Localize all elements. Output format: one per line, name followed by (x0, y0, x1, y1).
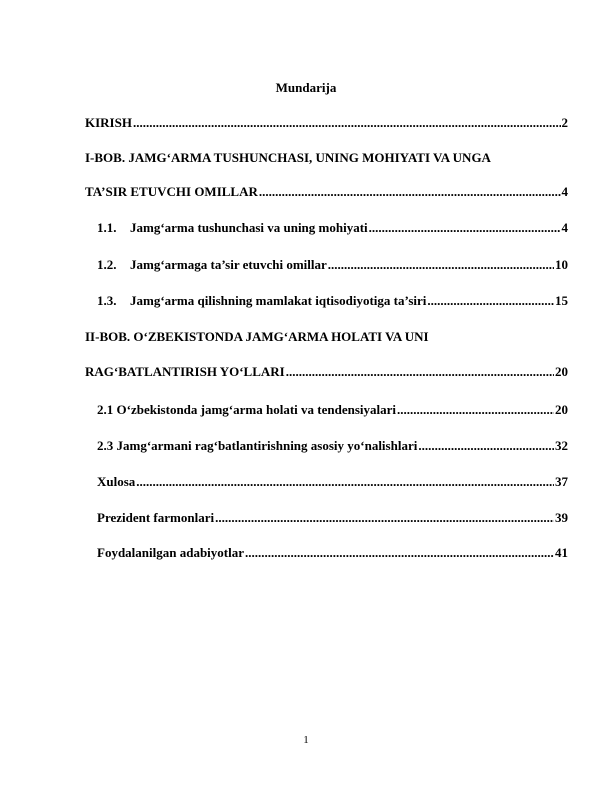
toc-section-number: 1.2. (97, 257, 117, 272)
toc-page-number: 20 (555, 402, 568, 417)
toc-entry-label: Jamg‘arma tushunchasi va uning mohiyati (130, 220, 368, 235)
toc-page-number: 41 (555, 545, 568, 560)
toc-entry-label: Jamg‘arma qilishning mamlakat iqtisodiyotiga ta’siri (130, 293, 427, 308)
toc-page-number: 39 (555, 510, 568, 525)
dot-leader (133, 115, 561, 131)
toc-page-number: 4 (561, 184, 568, 199)
toc-entry-label: 2.3 Jamg‘armani rag‘batlantirishning asosiy yo‘nalishlari (97, 438, 418, 453)
toc-title: Mundarija (275, 80, 337, 95)
toc-chapter2-heading-line1[interactable]: II-BOB. O‘ZBEKISTONDA JAMG‘ARMA HOLATI VA UNI (85, 329, 429, 344)
toc-entry-label: Prezident farmonlari (97, 510, 215, 525)
dot-leader (397, 402, 554, 418)
toc-page-number: 2 (561, 115, 568, 130)
toc-page-number: 32 (555, 438, 568, 453)
dot-leader (369, 220, 561, 236)
toc-page-number: 37 (555, 474, 568, 489)
dot-leader (427, 293, 554, 309)
toc-chapter1-heading-line1[interactable]: I-BOB. JAMG‘ARMA TUSHUNCHASI, UNING MOHIYATI VA UNGA (85, 150, 491, 165)
dot-leader (215, 510, 554, 526)
toc-entry-chapter2[interactable] (85, 364, 568, 380)
toc-entry-section-2-3[interactable] (97, 438, 568, 454)
toc-entry-label: TA’SIR ETUVCHI OMILLAR (85, 184, 258, 199)
toc-entry-prezident-farmonlari[interactable] (97, 510, 568, 526)
toc-entry-xulosa[interactable] (97, 474, 568, 490)
toc-entry-label: 2.1 O‘zbekistonda jamg‘arma holati va tendensiyalari (97, 402, 396, 417)
toc-entry-label: Jamg‘armaga ta’sir etuvchi omillar (130, 257, 327, 272)
dot-leader (328, 257, 554, 273)
toc-page-number: 10 (555, 257, 568, 272)
toc-entry-section-1-2[interactable] (97, 257, 568, 273)
toc-entry-section-1-3[interactable] (97, 293, 568, 309)
toc-section-number: 1.1. (97, 220, 117, 235)
toc-section-number: 1.3. (97, 293, 117, 308)
page-number-footer: 1 (303, 734, 309, 746)
toc-page-number: 4 (561, 220, 568, 235)
toc-entry-label: Xulosa (97, 474, 136, 489)
toc-entry-section-2-1[interactable] (97, 402, 568, 418)
toc-page-number: 15 (555, 293, 568, 308)
toc-entry-foydalanilgan-adabiyotlar[interactable] (97, 545, 568, 561)
toc-entry-label: KIRISH (85, 115, 132, 130)
dot-leader (286, 364, 554, 380)
dot-leader (245, 545, 554, 561)
toc-entry-chapter1[interactable] (85, 184, 568, 200)
dot-leader (418, 438, 554, 454)
toc-entry-section-1-1[interactable] (97, 220, 568, 236)
dot-leader (259, 184, 561, 200)
toc-entry-label: Foydalanilgan adabiyotlar (97, 545, 244, 560)
toc-page-number: 20 (555, 364, 568, 379)
toc-entry-label: RAG‘BATLANTIRISH YO‘LLARI (85, 364, 285, 379)
toc-entry-kirish[interactable] (85, 115, 568, 131)
dot-leader (136, 474, 554, 490)
